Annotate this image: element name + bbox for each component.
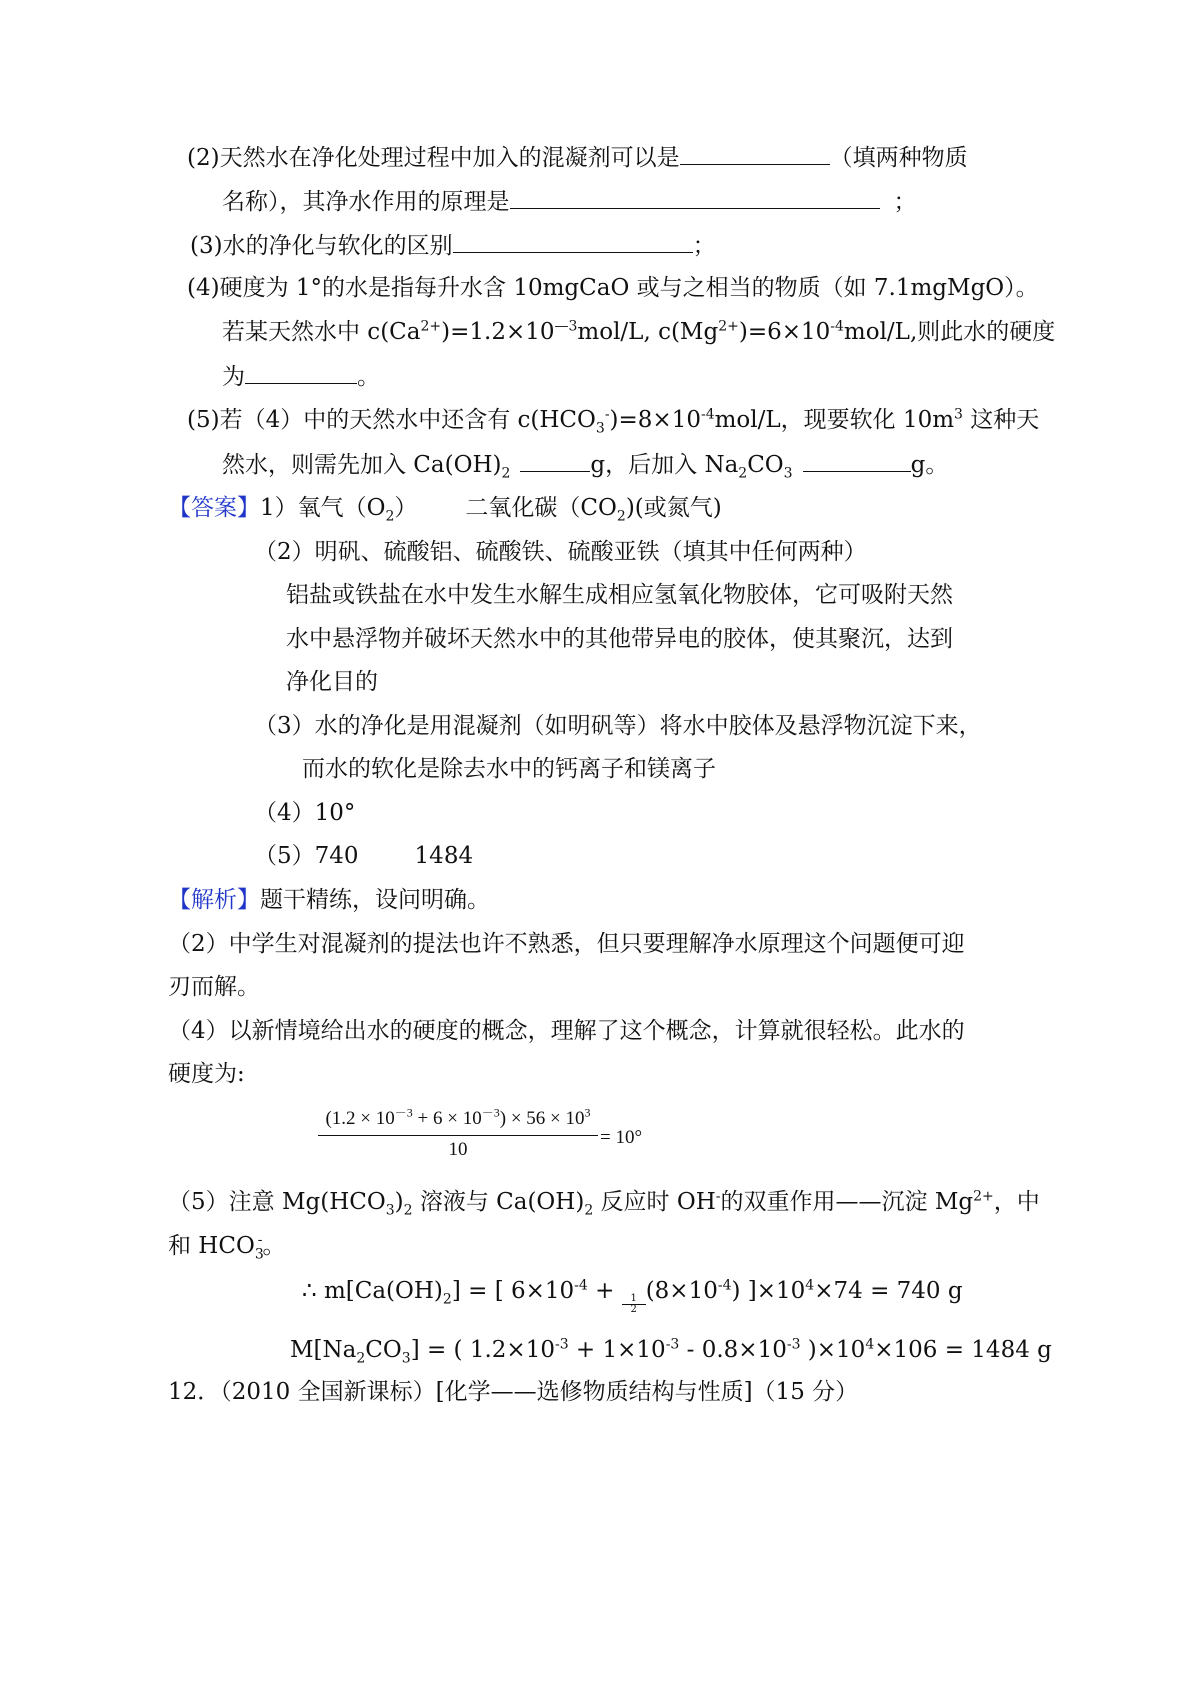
subscript: 2 (738, 465, 748, 482)
answer-4 (254, 798, 355, 828)
formula-text: M[Na (290, 1337, 357, 1363)
superscript: —3 (554, 318, 578, 335)
answer-text: 二氧化碳（CO (465, 495, 617, 521)
subscript: 2 (442, 1291, 452, 1308)
formula-text: (1.2 × 10 (325, 1108, 395, 1129)
equation-caoh2 (302, 1276, 963, 1315)
half-denominator: 2 (630, 1304, 637, 1315)
answer-blank[interactable] (453, 230, 693, 253)
subscript: 3 (401, 1350, 411, 1367)
answer-text: 而水的软化是除去水中的钙离子和镁离子 (302, 756, 716, 782)
question-5-line2 (222, 449, 948, 480)
superscript: - (257, 1232, 263, 1249)
analysis-intro (168, 885, 490, 915)
question-text: （填两种物质 (829, 145, 968, 171)
answer-text: 铝盐或铁盐在水中发生水解生成相应氢氧化物胶体，它可吸附天然 (286, 582, 953, 608)
formula-text: ×106 = 1484 g (874, 1337, 1052, 1363)
answer-blank[interactable] (510, 186, 880, 209)
formula-text: + (587, 1278, 622, 1304)
analysis-5-line2 (168, 1231, 285, 1261)
question-heading-text: 12．（2010 全国新课标）[化学——选修物质结构与性质]（15 分） (168, 1379, 859, 1405)
question-text: ； (893, 189, 917, 215)
subscript: 2 (385, 508, 395, 525)
analysis-5-line1 (168, 1187, 1040, 1217)
fraction-numerator (318, 1106, 598, 1132)
answer-text: )(或氮气) (625, 495, 722, 521)
formula-text: + 6 × 10 (412, 1108, 482, 1129)
question-text: )=6×10 (738, 319, 831, 345)
question-text: (3)水的净化与软化的区别 (190, 233, 453, 259)
question-4-line2 (222, 317, 1055, 347)
equation-na2co3 (290, 1335, 1052, 1365)
formula-text: - 0.8×10 (679, 1337, 787, 1363)
subscript: 3 (254, 1246, 264, 1263)
question-text: 若某天然水中 c(Ca (222, 319, 421, 345)
superscript: -4 (700, 406, 715, 423)
analysis-text: 刃而解。 (168, 974, 260, 1000)
subscript: 2 (616, 508, 626, 525)
answer-2-line1 (254, 537, 867, 567)
question-2-line2 (222, 186, 917, 217)
subscript: 2 (584, 1202, 594, 1219)
superscript: - (604, 406, 610, 423)
superscript: －3 (394, 1105, 413, 1120)
question-text: (5)若（4）中的天然水中还含有 c(HCO (187, 407, 596, 433)
question-text: 为 (222, 364, 245, 390)
hardness-fraction (318, 1106, 598, 1164)
question-text: mol/L,则此水的硬度 (843, 319, 1056, 345)
analysis-text: （5）注意 Mg(HCO (168, 1189, 386, 1215)
question-text: (4)硬度为 1°的水是指每升水含 10mgCaO 或与之相当的物质（如 7.1mgMgO）。 (187, 275, 1039, 301)
answer-text: 1484 (414, 843, 474, 869)
formula-text: ] = [ 6×10 (451, 1278, 575, 1304)
superscript: 3 (954, 406, 963, 423)
superscript: -4 (574, 1277, 588, 1294)
answer-blank[interactable] (245, 361, 357, 384)
question-text: mol/L，现要软化 10m (714, 407, 955, 433)
formula-text: ) × 56 × 10 (499, 1108, 585, 1129)
question-5-line1 (187, 405, 1039, 435)
formula-text: ×74 = 740 g (814, 1278, 963, 1304)
analysis-text: （2）中学生对混凝剂的提法也许不熟悉，但只要理解净水原理这个问题便可迎 (168, 931, 965, 957)
question-text: 名称），其净水作用的原理是 (222, 189, 510, 215)
superscript: -3 (665, 1336, 680, 1353)
subscript: 3 (783, 465, 793, 482)
analysis-text: 的双重作用——沉淀 Mg (720, 1189, 974, 1215)
question-text: 这种天 (962, 407, 1040, 433)
answer-5 (254, 841, 473, 871)
answer-text: 净化目的 (286, 669, 378, 695)
formula-text: ∴ m[Ca(OH) (302, 1278, 443, 1304)
formula-text: CO (365, 1337, 402, 1363)
analysis-text: 溶液与 Ca(OH) (412, 1189, 585, 1215)
question-text: CO (747, 452, 784, 478)
answer-blank[interactable] (520, 449, 590, 472)
formula-text: (8×10 (645, 1278, 718, 1304)
question-text: 。 (357, 364, 380, 390)
analysis-text: 硬度为: (168, 1061, 245, 1087)
formula-text: = 10° (600, 1127, 643, 1148)
answer-blank[interactable] (680, 142, 830, 165)
analysis-text: 题干精练，设问明确。 (260, 887, 490, 913)
superscript: 2+ (420, 318, 442, 335)
question-text: )=1.2×10 (441, 319, 555, 345)
answer-2-line3 (286, 624, 953, 654)
formula-text: 10 (448, 1139, 468, 1160)
half-fraction (622, 1294, 646, 1315)
answer-line-1 (168, 493, 722, 523)
superscript: -4 (830, 318, 844, 335)
formula-text: ) ]×10 (731, 1278, 806, 1304)
question-3 (190, 230, 716, 261)
formula-text: ] = ( 1.2×10 (410, 1337, 555, 1363)
analysis-2-line2 (168, 972, 260, 1002)
analysis-text: 反应时 OH (593, 1189, 716, 1215)
next-question-heading (168, 1377, 858, 1407)
question-4-line3 (222, 361, 380, 392)
half-numerator: 1 (622, 1294, 646, 1305)
analysis-4-line1 (168, 1016, 965, 1046)
subscript: 3 (595, 420, 605, 437)
answer-2-line4 (286, 667, 378, 697)
question-text: g。 (910, 452, 949, 478)
subscript: 2 (403, 1202, 413, 1219)
superscript: - (715, 1188, 721, 1205)
superscript: －3 (481, 1105, 500, 1120)
question-2-line1 (187, 142, 968, 173)
question-text: ； (692, 233, 716, 259)
superscript: -3 (554, 1336, 569, 1353)
subscript: 3 (385, 1202, 395, 1219)
answer-text: （4）10° (254, 800, 356, 826)
analysis-text: （4）以新情境给出水的硬度的概念，理解了这个概念，计算就很轻松。此水的 (168, 1018, 965, 1044)
superscript: 4 (805, 1277, 815, 1294)
subscript: 2 (501, 465, 511, 482)
subscript: 2 (356, 1350, 366, 1367)
question-text: g，后加入 Na (590, 452, 739, 478)
answer-text: （3）水的净化是用混凝剂（如明矾等）将水中胶体及悬浮物沉淀下来， (254, 713, 982, 739)
superscript: 4 (865, 1336, 875, 1353)
superscript: 2+ (718, 318, 739, 335)
answer-3-line1 (254, 711, 982, 741)
answer-text: 1）氧气（O (260, 495, 386, 521)
analysis-tag: 【解析】 (168, 887, 260, 913)
fraction-denominator (318, 1136, 598, 1164)
answer-blank[interactable] (803, 449, 911, 472)
superscript: -3 (786, 1336, 801, 1353)
analysis-text: 和 HCO (168, 1233, 255, 1259)
question-text: (2)天然水在净化处理过程中加入的混凝剂可以是 (187, 145, 680, 171)
question-text: mol/L, c(Mg (577, 319, 719, 345)
analysis-text: ) (394, 1189, 404, 1215)
analysis-4-line2 (168, 1059, 245, 1089)
question-text: )=8×10 (609, 407, 701, 433)
superscript: 3 (584, 1105, 591, 1120)
answer-tag: 【答案】 (168, 495, 260, 521)
answer-text: （2）明矾、硫酸铝、硫酸铁、硫酸亚铁（填其中任何两种） (254, 539, 867, 565)
answer-2-line2 (286, 580, 953, 610)
answer-3-line2 (302, 754, 716, 784)
analysis-text: 。 (262, 1233, 286, 1259)
analysis-text: ，中 (993, 1189, 1040, 1215)
formula-text: + 1×10 (568, 1337, 666, 1363)
superscript: 2+ (973, 1188, 994, 1205)
question-4-line1 (187, 273, 1039, 303)
formula-text: )×10 (800, 1337, 866, 1363)
question-text: 然水，则需先加入 Ca(OH) (222, 452, 502, 478)
superscript: -4 (717, 1277, 732, 1294)
answer-text: 水中悬浮物并破坏天然水中的其他带异电的胶体，使其聚沉，达到 (286, 626, 953, 652)
answer-text: （5）740 (254, 843, 359, 869)
answer-text: ） (394, 495, 418, 521)
fraction-result (600, 1123, 642, 1153)
analysis-2-line1 (168, 929, 965, 959)
